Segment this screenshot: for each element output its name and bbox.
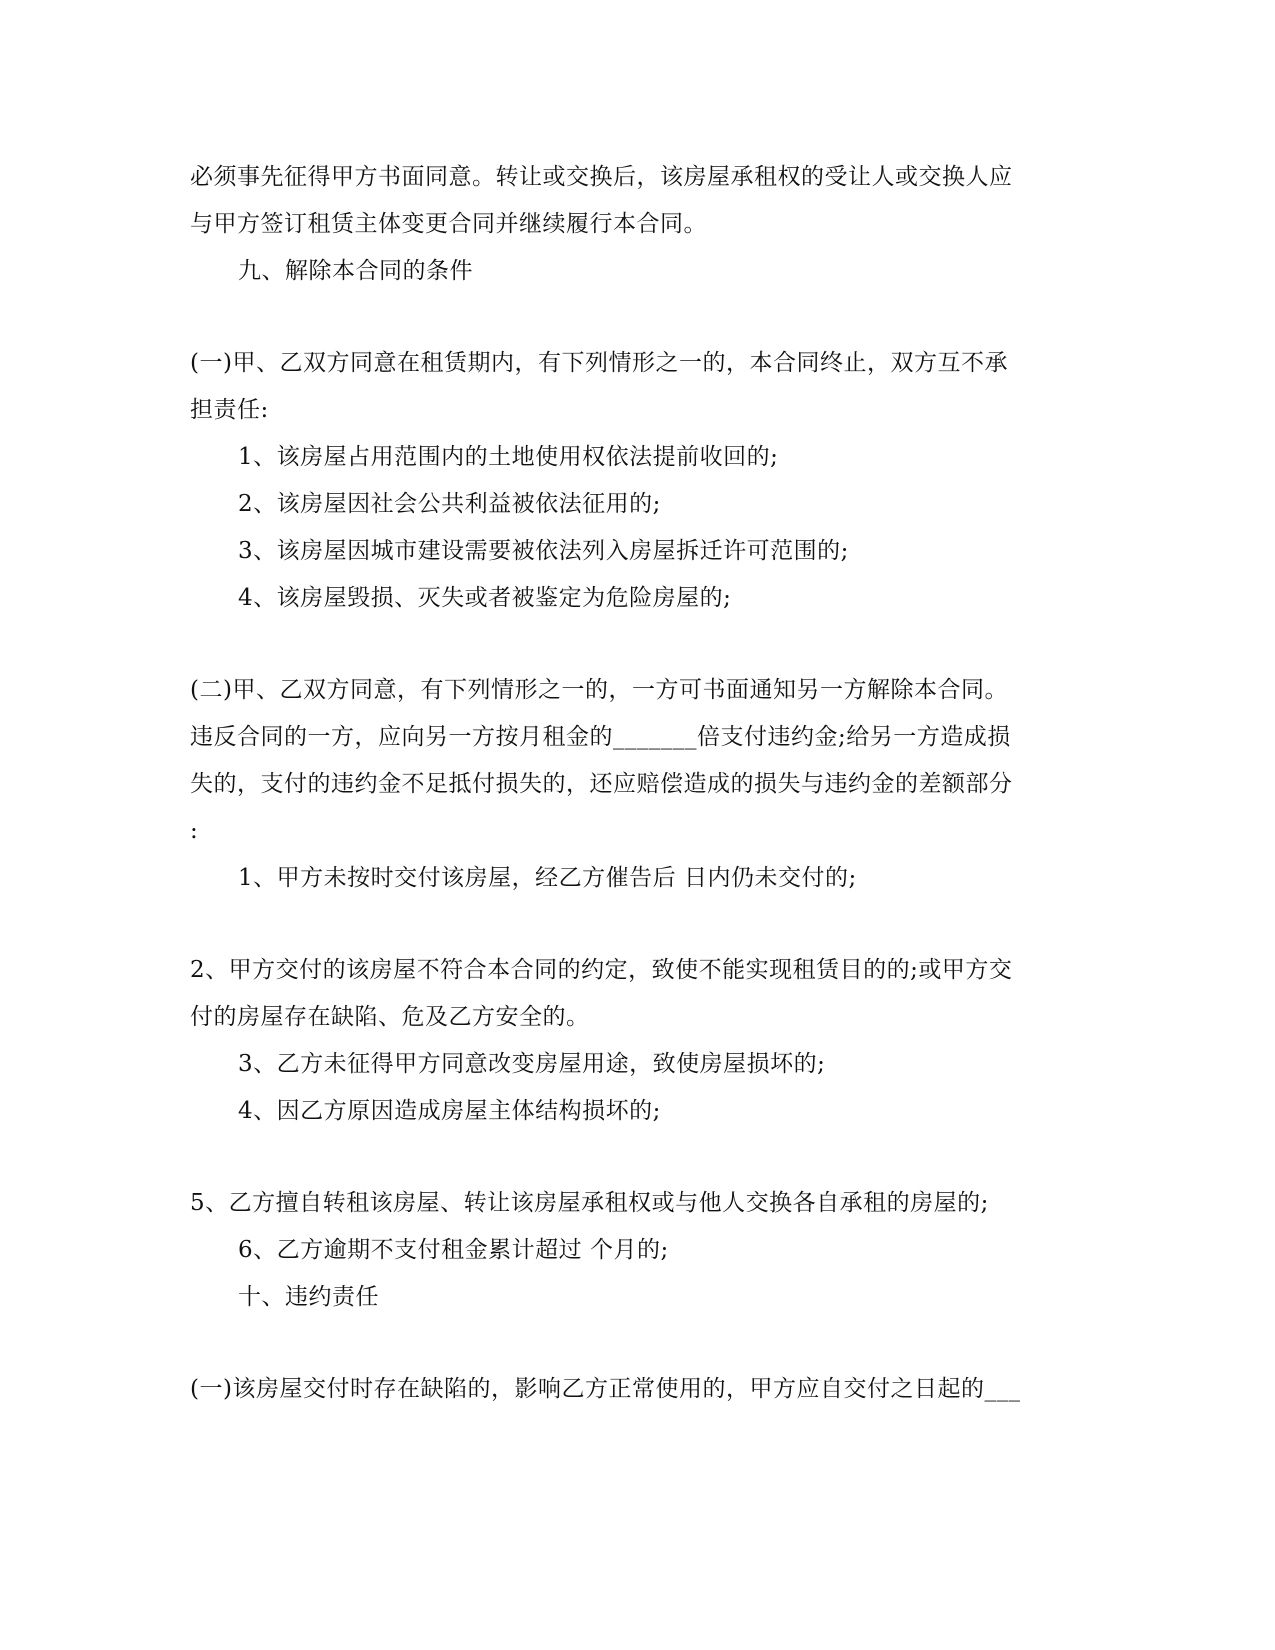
text-line: 担责任:: [190, 397, 269, 423]
text-line: 与甲方签订租赁主体变更合同并继续履行本合同。: [190, 211, 707, 237]
list-item: 1、甲方未按时交付该房屋，经乙方催告后 日内仍未交付的;: [238, 865, 857, 891]
list-item: 1、该房屋占用范围内的土地使用权依法提前收回的;: [238, 444, 779, 470]
text-line: :: [190, 818, 199, 844]
text-line: 失的，支付的违约金不足抵付损失的，还应赔偿造成的损失与违约金的差额部分: [190, 771, 1013, 797]
text-line: (一)该房屋交付时存在缺陷的，影响乙方正常使用的，甲方应自交付之日起的___: [190, 1376, 1021, 1402]
list-item: 2、该房屋因社会公共利益被依法征用的;: [238, 491, 661, 517]
text-line: (二)甲、乙双方同意，有下列情形之一的，一方可书面通知另一方解除本合同。: [190, 677, 1008, 703]
list-item: 4、该房屋毁损、灭失或者被鉴定为危险房屋的;: [238, 585, 732, 611]
text-line: (一)甲、乙双方同意在租赁期内，有下列情形之一的，本合同终止，双方互不承: [190, 350, 1008, 376]
text-line: 必须事先征得甲方书面同意。转让或交换后，该房屋承租权的受让人或交换人应: [190, 164, 1013, 190]
text-line: 付的房屋存在缺陷、危及乙方安全的。: [190, 1004, 590, 1030]
list-item: 2、甲方交付的该房屋不符合本合同的约定，致使不能实现租赁目的的;或甲方交: [190, 957, 1013, 983]
list-item: 3、该房屋因城市建设需要被依法列入房屋拆迁许可范围的;: [238, 538, 849, 564]
text-line: 违反合同的一方，应向另一方按月租金的_______倍支付违约金;给另一方造成损: [190, 724, 1011, 750]
section-heading: 九、解除本合同的条件: [238, 258, 473, 284]
list-item: 5、乙方擅自转租该房屋、转让该房屋承租权或与他人交换各自承租的房屋的;: [190, 1190, 989, 1216]
list-item: 4、因乙方原因造成房屋主体结构损坏的;: [238, 1098, 661, 1124]
section-heading: 十、违约责任: [238, 1284, 379, 1310]
list-item: 6、乙方逾期不支付租金累计超过 个月的;: [238, 1237, 669, 1263]
list-item: 3、乙方未征得甲方同意改变房屋用途，致使房屋损坏的;: [238, 1051, 826, 1077]
